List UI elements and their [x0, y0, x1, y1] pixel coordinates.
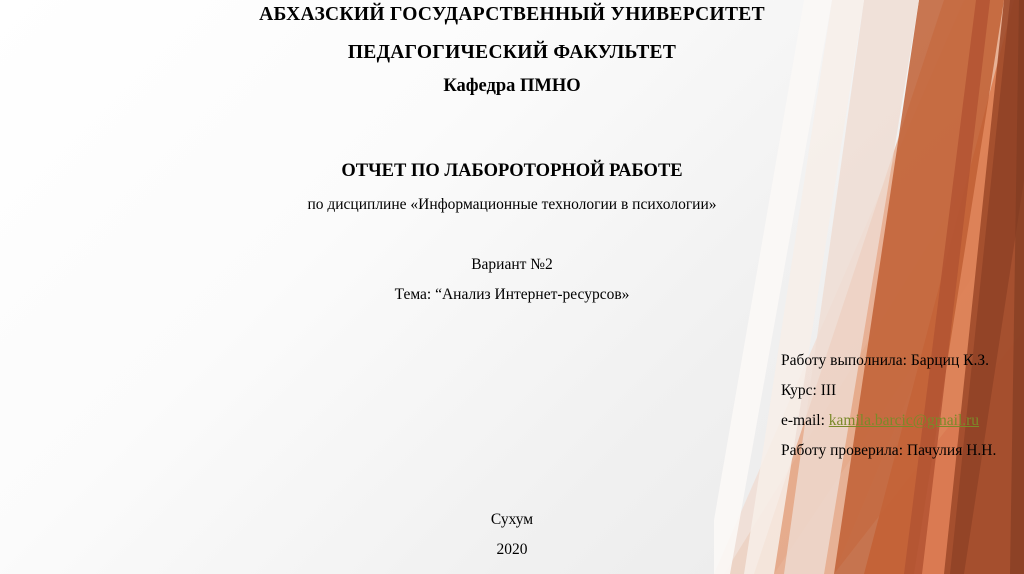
year-line: 2020 — [496, 541, 528, 558]
theme-line: Тема: “Анализ Интернет-ресурсов» — [394, 286, 630, 303]
faculty-title: ПЕДАГОГИЧЕСКИЙ ФАКУЛЬТЕТ — [347, 42, 677, 63]
department-title: Кафедра ПМНО — [443, 76, 581, 96]
report-title: ОТЧЕТ ПО ЛАБОРОТОРНОЙ РАБОТЕ — [341, 161, 683, 181]
email-line — [781, 406, 996, 436]
performed-by-line: Работу выполнила: Барциц К.З. — [781, 352, 989, 369]
city-line: Сухум — [490, 511, 534, 528]
course-line: Курс: III — [781, 382, 837, 399]
university-title: АБХАЗСКИЙ ГОСУДАРСТВЕННЫЙ УНИВЕРСИТЕТ — [259, 4, 765, 25]
variant-line: Вариант №2 — [471, 256, 553, 273]
email-label: e-mail: — [781, 412, 829, 429]
checked-by-line: Работу проверила: Пачулия Н.Н. — [781, 442, 997, 459]
discipline-line: по дисциплине «Информационные технологии в психологии» — [307, 196, 717, 213]
email-link[interactable]: kamila.barcic@gmail.ru — [828, 412, 980, 429]
author-info-block — [781, 346, 996, 466]
